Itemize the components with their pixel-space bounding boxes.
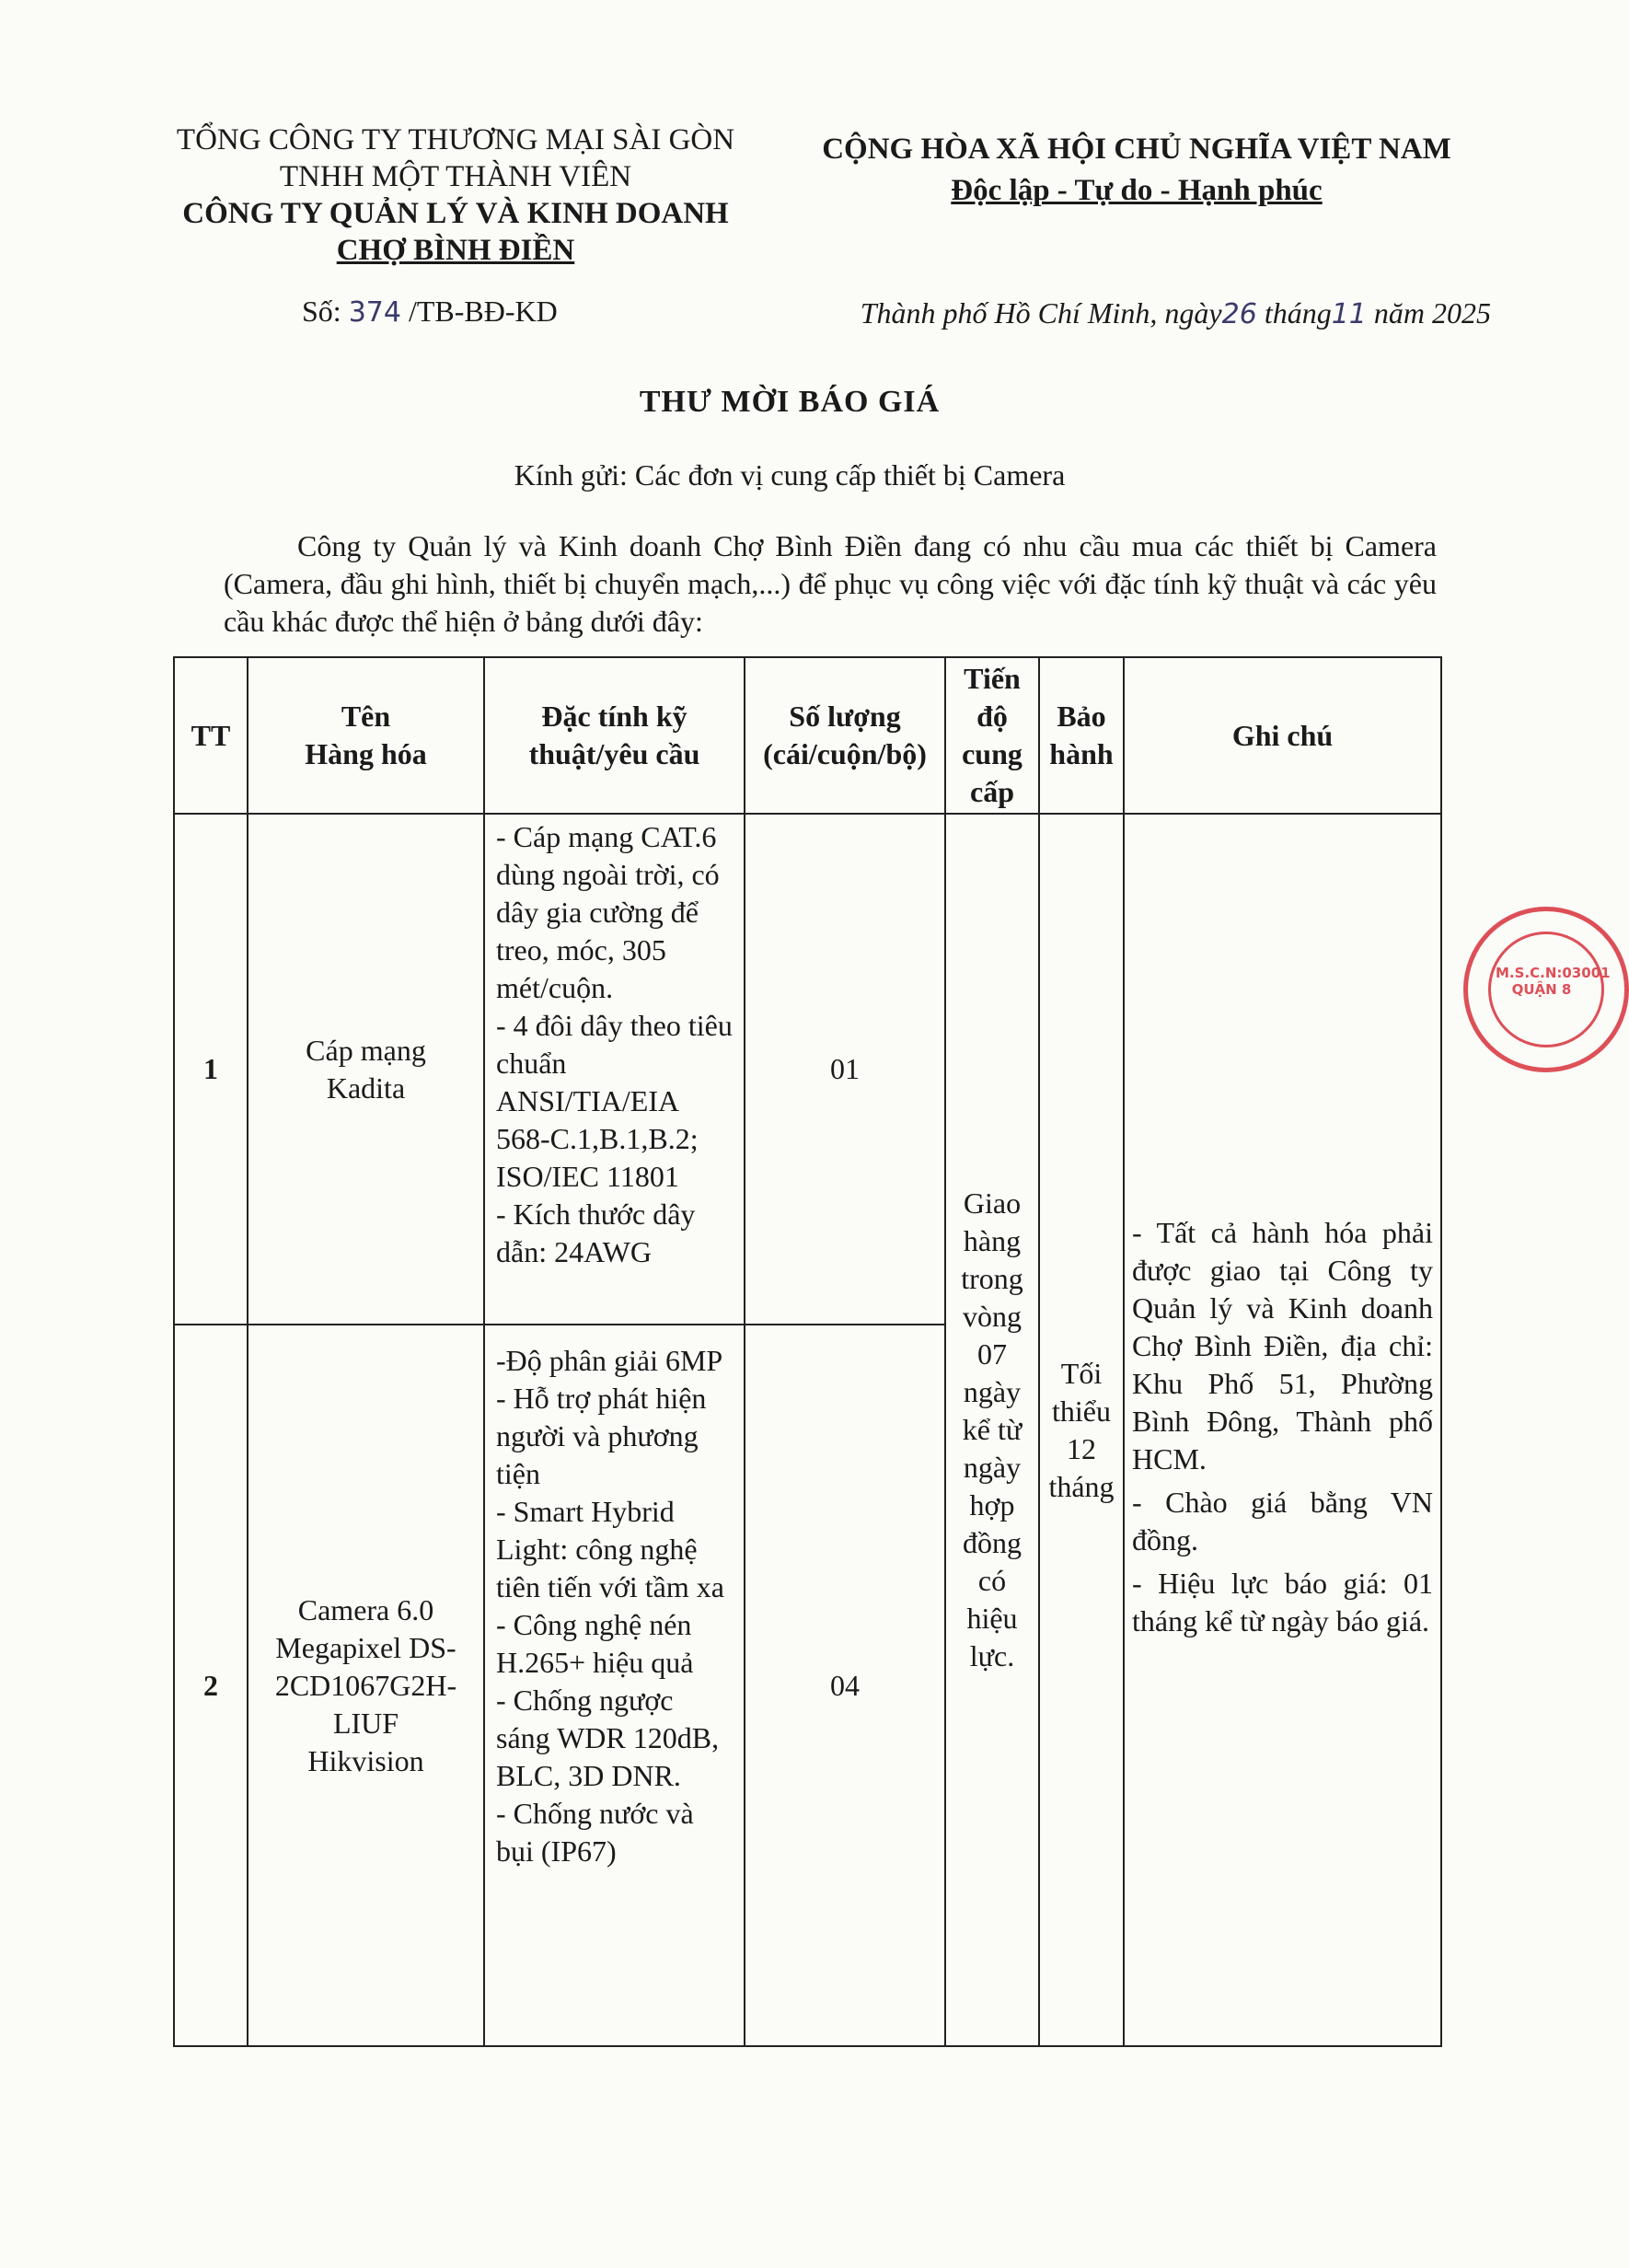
seal-text-line-1: M.S.C.N:03001 (1496, 965, 1611, 981)
doc-number-handwritten: 374 (348, 296, 401, 329)
header-qty-line-1: Số lượng (789, 700, 901, 733)
org-line-1: TỔNG CÔNG TY THƯƠNG MẠI SÀI GÒN (176, 123, 735, 156)
row-1-spec (484, 814, 745, 1325)
delivery-cell: Giao hàng trong vòng 07 ngày kể từ ngày hợp đồng có hiệu lực. (945, 814, 1039, 2046)
header-progress-line-1: Tiến (964, 662, 1021, 695)
row-1-spec-item: - Cáp mạng CAT.6 dùng ngoài trời, có dây gia cường để treo, móc, 305 mét/cuộn. (496, 820, 720, 1004)
header-name (248, 657, 484, 814)
seal-text-line-2: QUẬN 8 (1511, 981, 1572, 998)
org-line-3: CÔNG TY QUẢN LÝ VÀ KINH DOANH (182, 197, 729, 230)
date-part-2: tháng (1264, 296, 1332, 330)
note-item: - Hiệu lực báo giá: 01 tháng kể từ ngày báo giá. (1132, 1567, 1433, 1637)
quote-table (173, 656, 1442, 2047)
row-2-name-line-1: Camera 6.0 (297, 1592, 434, 1626)
row-1-spec-item: - Kích thước dây dẫn: 24AWG (496, 1198, 696, 1268)
row-1-name (248, 814, 484, 1325)
document-title: THƯ MỜI BÁO GIÁ (639, 385, 941, 419)
header-warranty-line-2: hành (1049, 737, 1114, 770)
nation-line-1: CỘNG HÒA XÃ HỘI CHỦ NGHĨA VIỆT NAM (822, 133, 1451, 166)
row-2-tt: 2 (174, 1325, 248, 2046)
row-1-spec-item: - 4 đôi dây theo tiêu chuẩn ANSI/TIA/EIA 568-C.1,B.1,B.2; ISO/IEC 11801 (496, 1009, 733, 1193)
table-header-row (174, 657, 1441, 814)
row-2-name-line-5: Hikvision (307, 1743, 424, 1777)
warranty-cell: Tối thiểu 12 tháng (1039, 814, 1124, 2046)
header-spec-line-1: Đặc tính kỹ (541, 700, 687, 733)
row-2-spec-item: - Smart Hybrid Light: công nghệ tiên tiến với tầm xa (496, 1495, 724, 1603)
national-header (778, 129, 1496, 212)
header-qty (745, 657, 945, 814)
row-1-tt: 1 (174, 814, 248, 1325)
note-item: - Tất cả hành hóa phải được giao tại Công ty Quản lý và Kinh doanh Chợ Bình Điền, địa chỉ: Khu Phố 51, Phường Bình Đông, Thành phố HCM. (1132, 1216, 1433, 1475)
org-line-2: TNHH MỘT THÀNH VIÊN (279, 160, 632, 193)
row-2-name (248, 1325, 484, 2046)
row-1-name-line-1: Cáp mạng (306, 1033, 426, 1067)
row-2-name-line-2: Megapixel DS- (275, 1630, 456, 1664)
table-row (174, 814, 1441, 1325)
date-month: 11 (1331, 298, 1367, 330)
header-spec (484, 657, 745, 814)
header-name-line-2: Hàng hóa (305, 737, 427, 770)
row-2-name-line-3: 2CD1067G2H- (274, 1668, 457, 1702)
header-progress-line-3: cung (962, 737, 1022, 770)
organization-header (138, 122, 773, 269)
row-2-spec-item: - Công nghệ nén H.265+ hiệu quả (496, 1608, 694, 1679)
red-seal-stamp (1463, 907, 1629, 1072)
header-progress (945, 657, 1039, 814)
row-2-spec-item: - Chống ngược sáng WDR 120dB, BLC, 3D DNR. (496, 1684, 720, 1792)
note-cell (1124, 814, 1441, 2046)
doc-number-prefix: Số: (302, 295, 341, 328)
intro-paragraph: Công ty Quản lý và Kinh doanh Chợ Bình Điền đang có nhu cầu mua các thiết bị Camera (Camera, đầu ghi hình, thiết bị chuyển mạch,...) để phục vụ công việc với đặc tính kỹ thuật và các yêu cầu khác được thể hiện ở bảng dưới đây: (224, 529, 1437, 638)
date-part-3: năm 2025 (1373, 296, 1491, 330)
row-2-spec-item: -Độ phân giải 6MP (496, 1344, 723, 1377)
org-line-4: CHỢ BÌNH ĐIỀN (336, 234, 575, 267)
row-2-qty: 04 (745, 1325, 945, 2046)
header-note: Ghi chú (1124, 657, 1441, 814)
date-part-1: Thành phố Hồ Chí Minh, ngày (860, 296, 1222, 330)
header-warranty (1039, 657, 1124, 814)
row-2-spec-item: - Hỗ trợ phát hiện người và phương tiện (496, 1382, 707, 1490)
doc-number-suffix: /TB-BĐ-KD (408, 295, 558, 328)
date-line (755, 296, 1491, 330)
header-tt: TT (174, 657, 248, 814)
recipient-line: Kính gửi: Các đơn vị cung cấp thiết bị Camera (514, 458, 1066, 492)
header-warranty-line-1: Bảo (1057, 700, 1106, 733)
row-2-spec-item: - Chống nước và bụi (IP67) (496, 1797, 694, 1868)
header-progress-line-2: độ (976, 700, 1008, 733)
note-item: - Chào giá bằng VN đồng. (1132, 1486, 1433, 1556)
row-1-name-line-2: Kadita (326, 1070, 406, 1105)
seal-text (1496, 965, 1611, 998)
header-name-line-1: Tên (341, 700, 391, 733)
row-1-qty: 01 (745, 814, 945, 1325)
date-day: 26 (1221, 298, 1257, 330)
row-2-name-line-4: LIUF (332, 1706, 399, 1740)
header-spec-line-2: thuật/yêu cầu (528, 737, 700, 770)
nation-line-2: Độc lập - Tự do - Hạnh phúc (951, 174, 1323, 207)
header-progress-line-4: cấp (970, 775, 1014, 808)
header-qty-line-2: (cái/cuộn/bộ) (763, 737, 927, 770)
document-number (302, 295, 558, 329)
row-2-spec (484, 1325, 745, 2046)
